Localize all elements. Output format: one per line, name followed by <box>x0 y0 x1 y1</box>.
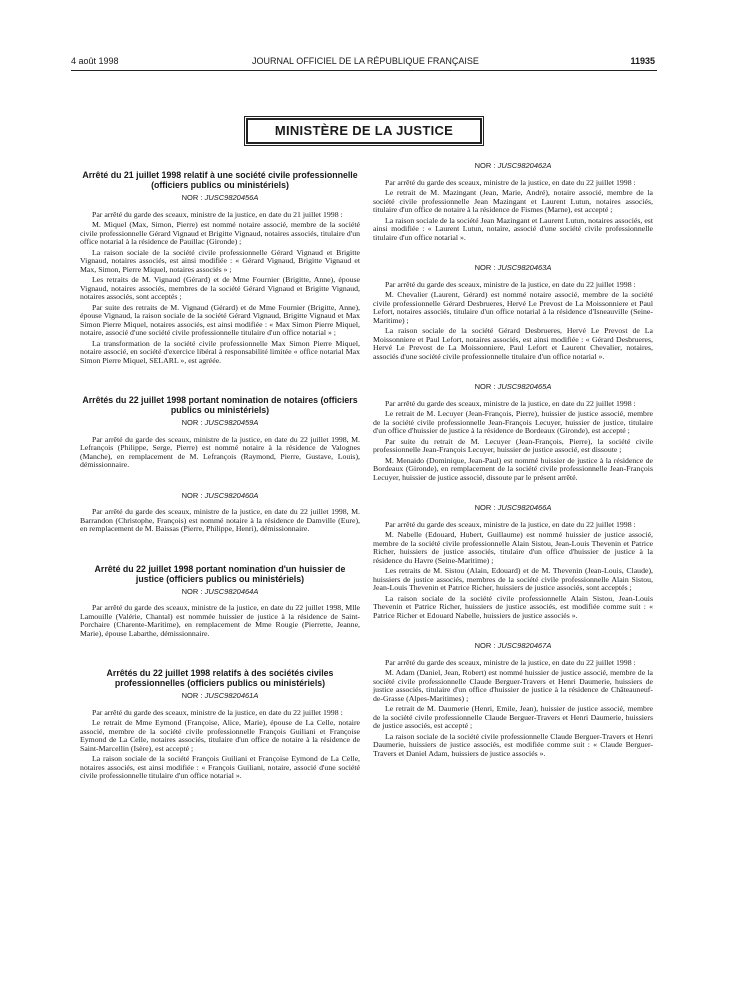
decree-paragraph: Les retraits de M. Vignaud (Gérard) et de Mme Fournier (Brigitte, Anne), épouse Vignaud, notaires associés, membres de la société Gérard Vignaud et Brigitte Vignaud, notaires associés, sont acceptés ; <box>80 275 360 301</box>
nor-reference: NOR : JUSC9820467A <box>474 641 552 650</box>
decree-paragraph: Par arrêté du garde des sceaux, ministre de la justice, en date du 22 juillet 1998 : <box>385 279 636 289</box>
decree-paragraph: Le retrait de M. Mazingant (Jean, Marie, André), notaire associé, membre de la société civile professionnelle Jean Mazingant et Laurent Lutun, notaires associés, titulaire d'un office de notaire à la résidence de Fismes (Marne), est accepté ; <box>373 188 653 214</box>
decree-paragraph: M. Miquel (Max, Simon, Pierre) est nommé notaire associé, membre de la société civile professionnelle Gérard Vignaud et Brigitte Vignaud, notaires associés, titulaire d'un office notarial à la résidence de Pauillac (Gironde) ; <box>80 220 360 246</box>
decree-paragraph: M. Menaido (Dominique, Jean-Paul) est nommé huissier de justice à la résidence de Bordeaux (Gironde), en remplacement de la société civile professionnelle Jean-François Lecuyer, huissier de justice associé, dissoute par le présent arrêté. <box>373 455 653 482</box>
decree-title: Arrêtés du 22 juillet 1998 relatifs à des sociétés civiles professionnelles (officiers publics ou ministériels) <box>106 668 334 688</box>
section-spacer <box>80 472 360 488</box>
issue-date: 4 août 1998 <box>71 56 119 66</box>
decree-paragraph: Par arrêté du garde des sceaux, ministre de la justice, en date du 22 juillet 1998, M. Barrandon (Christophe, François) est nommé notaire à la résidence de Damville (Eure), en remplacement de M. Baissas (Pierre, Philippe, Henri), démissionnaire. <box>80 507 360 533</box>
decree-section <box>80 395 360 470</box>
section-spacer <box>80 640 360 656</box>
nor-reference: NOR : JUSC9820466A <box>474 503 552 512</box>
decree-paragraph: La transformation de la société civile professionnelle Max Simon Pierre Miquel, notaire associé, en société d'exercice libéral à responsabilité limitée « office notarial Max Simon Pierre Miquel, SELARL », est agréée. <box>80 338 360 365</box>
nor-reference: NOR : JUSC9820460A <box>181 490 259 500</box>
decree-paragraph: M. Adam (Daniel, Jean, Robert) est nommé huissier de justice associé, membre de la société civile professionnelle Claude Berguer-Travers et Henri Daumerie, huissiers de justice associés, titulaire d'un office d'huissier de justice à la résidence de Châteauneuf-de-Grasse (Alpes-Maritimes) ; <box>373 668 653 703</box>
section-spacer <box>373 363 653 379</box>
decree-paragraph: Le retrait de M. Daumerie (Henri, Emile, Jean), huissier de justice associé, membre de la société civile professionnelle Claude Berguer-Travers et Henri Daumerie, huissiers de justice associés, est accepté ; <box>373 704 653 730</box>
decree-paragraph: M. Nabelle (Edouard, Hubert, Guillaume) est nommé huissier de justice associé, membre de la société civile professionnelle Alain Sistou, Jean-Louis Thevenin et Patrice Richer, huissiers de justice associés, titulaire d'un office d'huissier de justice à la résidence du Havre (Seine-Maritime) ; <box>373 530 653 565</box>
decree-paragraph: La raison sociale de la société François Guiliani et Françoise Eymond de La Celle, notaires associés, est ainsi modifiée : « François Guiliani, notaire, associé d'une société civile professionnelle titulaire d'un office notarial ». <box>80 754 360 780</box>
decree-paragraph: Le retrait de M. Lecuyer (Jean-François, Pierre), huissier de justice associé, membre de la société civile professionnelle Jean-François Lecuyer, huissier de justice, titulaire d'un office d'huissier de justice à la résidence de Bordeaux (Gironde), est accepté ; <box>373 409 653 435</box>
decree-paragraph: Par arrêté du garde des sceaux, ministre de la justice, en date du 21 juillet 1998 : <box>92 209 343 219</box>
nor-reference: NOR : JUSC9820463A <box>474 263 552 272</box>
nor-reference: NOR : JUSC9820465A <box>474 382 552 391</box>
section-spacer <box>373 244 653 260</box>
decree-paragraph: Par arrêté du garde des sceaux, ministre de la justice, en date du 22 juillet 1998 : <box>92 707 343 717</box>
decree-paragraph: M. Chevalier (Laurent, Gérard) est nommé notaire associé, membre de la société civile professionnelle Gérard Desbrueres, Hervé Le Prevost de La Moissonniere et Paul Lefort, notaires associés, titulaire d'un office notarial à la résidence d'Isneauville (Seine-Maritime) ; <box>373 290 653 325</box>
decree-paragraph: Par arrêté du garde des sceaux, ministre de la justice, en date du 22 juillet 1998, Mlle Lamouille (Valérie, Chantal) est nommée huissier de justice à la résidence de Saint-Porchaire (Charente-Maritime), en remplacement de Mme Rougie (Pierrette, Jeanne, Marie), épouse Labarthe, démissionnaire. <box>80 603 360 638</box>
decree-title: Arrêté du 22 juillet 1998 portant nomination d'un huissier de justice (officiers publics ou ministériels) <box>94 563 346 584</box>
header-rule <box>71 70 657 71</box>
page-header <box>0 56 731 70</box>
decree-section <box>373 162 653 242</box>
decree-title: Arrêtés du 22 juillet 1998 portant nomination de notaires (officiers publics ou ministériels) <box>82 395 358 415</box>
section-spacer <box>80 367 360 383</box>
section-spacer <box>373 484 653 500</box>
decree-section <box>80 170 360 365</box>
decree-section <box>80 492 360 534</box>
decree-paragraph: La raison sociale de la société Gérard Desbrueres, Hervé Le Prevost de La Moissonniere et Paul Lefort, notaires associés, est ainsi modifiée : « Gérard Desbrueres, Hervé Le Prevost de La Moissonniere, Paul Lefort et Laurent Chevalier, notaires, associés d'une société civile professionnelle titulaire d'un office notarial ». <box>373 326 653 361</box>
decree-section <box>80 668 360 781</box>
decree-paragraph: La raison sociale de la société Jean Mazingant et Laurent Lutun, notaires associés, est ainsi modifiée : « Laurent Lutun, notaire, associé d'une société civile professionnelle titulaire d'un office notarial ». <box>373 215 653 242</box>
decree-section <box>373 383 653 482</box>
decree-paragraph: Par arrêté du garde des sceaux, ministre de la justice, en date du 22 juillet 1998 : <box>385 657 636 667</box>
page-number: 11935 <box>630 56 655 66</box>
section-spacer <box>80 536 360 552</box>
nor-reference: NOR : JUSC9820462A <box>474 161 552 170</box>
nor-reference: NOR : JUSC9820461A <box>181 691 259 700</box>
decree-paragraph: Par arrêté du garde des sceaux, ministre de la justice, en date du 22 juillet 1998 : <box>385 177 636 187</box>
decree-paragraph: Par arrêté du garde des sceaux, ministre de la justice, en date du 22 juillet 1998, M. Lefrançois (Philippe, Serge, Pierre) est nommé notaire à la résidence de Valognes (Manche), en remplacement de M. Lefrançois (Raymond, Pierre, Gustave, Louis), démissionnaire. <box>80 434 360 469</box>
left-column <box>80 158 360 783</box>
journal-title: JOURNAL OFFICIEL DE LA RÉPUBLIQUE FRANÇAISE <box>252 56 479 66</box>
decree-paragraph: La raison sociale de la société civile professionnelle Alain Sistou, Jean-Louis Thevenin et Patrice Richer, huissiers de justice associés, est modifiée comme suit : « Patrice Richer et Edouard Nabelle, huissiers de justice associés ». <box>373 593 653 620</box>
decree-paragraph: Par suite du retrait de M. Lecuyer (Jean-François, Pierre), la société civile professionnelle Jean-François Lecuyer, huissier de justice associé, est dissoute ; <box>373 436 653 454</box>
decree-paragraph: Les retraits de M. Sistou (Alain, Edouard) et de M. Thevenin (Jean-Louis, Claude), huissiers de justice associés, membres de la société civile professionnelle Alain Sistou, Jean-Louis Thevenin et Patrice Richer, huissiers de justice associés, sont acceptés ; <box>373 566 653 592</box>
decree-section <box>80 564 360 639</box>
decree-section <box>373 504 653 620</box>
ministry-heading: MINISTÈRE DE LA JUSTICE <box>274 123 454 138</box>
decree-paragraph: Par suite des retraits de M. Vignaud (Gérard) et de Mme Fournier (Brigitte, Anne), épouse Vignaud, la raison sociale de la société Gérard Vignaud, Brigitte Vignaud et Max Simon Pierre Miquel, notaires associés, est ainsi modifiée : « Max Simon Pierre Miquel, notaire, associé d'une société civile professionnelle titulaire d'un office notarial » ; <box>80 302 360 337</box>
decree-section <box>373 642 653 758</box>
ministry-heading-box <box>246 118 482 144</box>
decree-paragraph: Le retrait de Mme Eymond (Françoise, Alice, Marie), épouse de La Celle, notaire associé, membre de la société civile professionnelle François Guiliani et Françoise Eymond de La Celle, notaires associés, titulaire d'un office de notaire à la résidence de Saint-Marcellin (Isère), est accepté ; <box>80 718 360 753</box>
decree-paragraph: Par arrêté du garde des sceaux, ministre de la justice, en date du 22 juillet 1998 : <box>385 398 636 408</box>
decree-paragraph: Par arrêté du garde des sceaux, ministre de la justice, en date du 22 juillet 1998 : <box>385 519 636 529</box>
nor-reference: NOR : JUSC9820459A <box>181 418 259 427</box>
nor-reference: NOR : JUSC9820464A <box>181 586 259 596</box>
nor-reference: NOR : JUSC9820456A <box>181 193 259 202</box>
decree-title: Arrêté du 21 juillet 1998 relatif à une société civile professionnelle (officiers publics ou ministériels) <box>82 170 358 190</box>
section-spacer <box>373 622 653 638</box>
decree-section <box>373 264 653 361</box>
decree-paragraph: La raison sociale de la société civile professionnelle Claude Berguer-Travers et Henri Daumerie, huissiers de justice associés, est modifiée comme suit : « Claude Berguer-Travers et Daniel Adam, huissiers de justice associés ». <box>373 731 653 758</box>
right-column <box>373 158 653 760</box>
decree-paragraph: La raison sociale de la société civile professionnelle Gérard Vignaud et Brigitte Vignaud, notaires associés, est ainsi modifiée : « Gérard Vignaud, Brigitte Vignaud et Max, Simon, Pierre Miquel, notaires associés » ; <box>80 247 360 274</box>
